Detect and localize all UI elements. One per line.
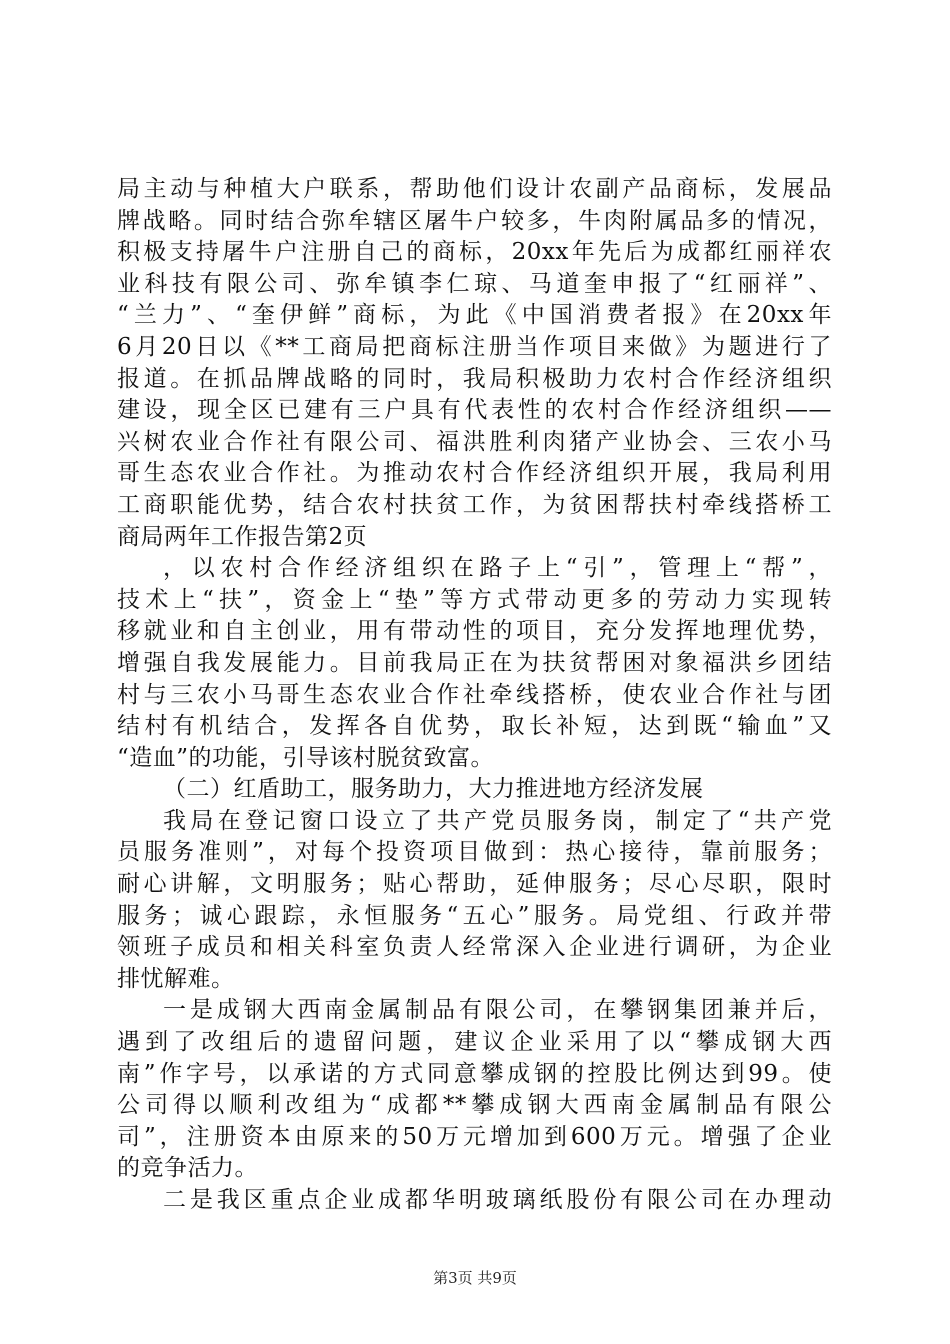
text-line: 技术上“扶”，资金上“垫”等方式带动更多的劳动力实现转 xyxy=(117,586,832,613)
text-line: 的竞争活力。 xyxy=(117,1155,258,1182)
text-line: “兰力”、“奎伊鲜”商标，为此《中国消费者报》在20xx年 xyxy=(117,302,832,329)
text-line: 结村有机结合，发挥各自优势，取长补短，达到既“输血”又 xyxy=(117,713,832,740)
text-line: ，以农村合作经济组织在路子上“引”，管理上“帮”， xyxy=(163,555,832,582)
text-line: 二是我区重点企业成都华明玻璃纸股份有限公司在办理动 xyxy=(163,1187,832,1213)
text-line: 服务；诚心跟踪，永恒服务“五心”服务。局党组、行政并带 xyxy=(117,902,832,929)
text-line: 南”作字号，以承诺的方式同意攀成钢的控股比例达到99。使 xyxy=(117,1060,832,1087)
text-line: 6月20日以《**工商局把商标注册当作项目来做》为题进行了 xyxy=(117,333,832,360)
text-line: “造血”的功能，引导该村脱贫致富。 xyxy=(117,744,495,771)
text-line: 我局在登记窗口设立了共产党员服务岗，制定了“共产党 xyxy=(163,807,832,834)
section-heading: （二）红盾助工，服务助力，大力推进地方经济发展 xyxy=(163,776,704,803)
text-line: 司”，注册资本由原来的50万元增加到600万元。增强了企业 xyxy=(117,1123,832,1150)
text-line: 局主动与种植大户联系，帮助他们设计农副产品商标，发展品 xyxy=(117,176,832,202)
text-line: 移就业和自主创业，用有带动性的项目，充分发挥地理优势， xyxy=(117,618,832,645)
text-line: 村与三农小马哥生态农业合作社牵线搭桥，使农业合作社与团 xyxy=(117,681,832,708)
text-line: 增强自我发展能力。目前我局正在为扶贫帮困对象福洪乡团结 xyxy=(117,649,832,676)
text-line: 商局两年工作报告第2页 xyxy=(117,523,368,550)
text-line: 报道。在抓品牌战略的同时，我局积极助力农村合作经济组织 xyxy=(117,365,832,392)
text-line: 员服务准则”，对每个投资项目做到：热心接待，靠前服务； xyxy=(117,839,832,866)
text-line: 一是成钢大西南金属制品有限公司，在攀钢集团兼并后， xyxy=(163,997,832,1024)
text-line: 排忧解难。 xyxy=(117,965,235,992)
document-body xyxy=(117,174,832,1217)
text-line: 积极支持屠牛户注册自己的商标，20xx年先后为成都红丽祥农 xyxy=(117,239,832,266)
text-line: 领班子成员和相关科室负责人经常深入企业进行调研，为企业 xyxy=(117,934,832,961)
text-line: 建设，现全区已建有三户具有代表性的农村合作经济组织—— xyxy=(117,397,832,424)
text-line: 公司得以顺利改组为“成都**攀成钢大西南金属制品有限公 xyxy=(117,1092,832,1119)
text-line: 哥生态农业合作社。为推动农村合作经济组织开展，我局利用 xyxy=(117,460,832,487)
page-footer: 第3页 共9页 xyxy=(433,1269,517,1287)
text-line: 遇到了改组后的遗留问题，建议企业采用了以“攀成钢大西 xyxy=(117,1029,832,1056)
text-line: 牌战略。同时结合弥牟辖区屠牛户较多，牛肉附属品多的情况， xyxy=(117,207,832,234)
text-line: 兴树农业合作社有限公司、福洪胜利肉猪产业协会、三农小马 xyxy=(117,428,832,455)
text-line: 业科技有限公司、弥牟镇李仁琼、马道奎申报了“红丽祥”、 xyxy=(117,270,832,297)
text-line: 耐心讲解，文明服务；贴心帮助，延伸服务；尽心尽职，限时 xyxy=(117,871,832,898)
text-line: 工商职能优势，结合农村扶贫工作，为贫困帮扶村牵线搭桥工 xyxy=(117,491,832,518)
